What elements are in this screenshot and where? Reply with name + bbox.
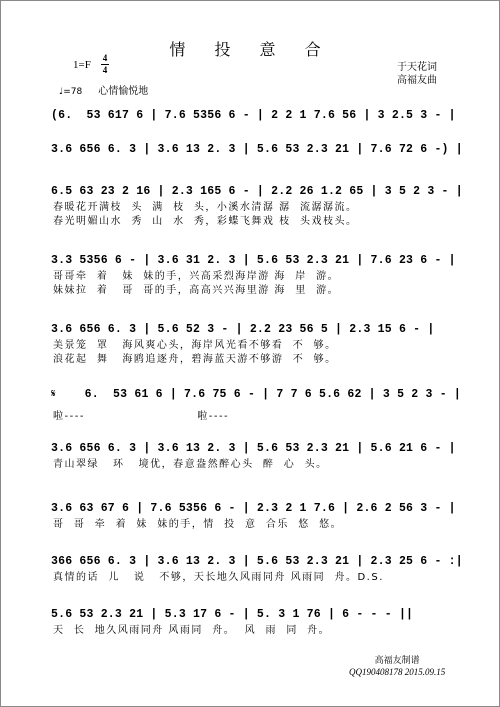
lyric-line: 春光明媚山水 秀 山 水 秀，彩蝶飞舞戏 枝 头戏枝头。 [53,216,358,227]
tempo-value: ♩=78 [59,87,83,97]
lyric-line: 春暖花开满枝 头 满 枝 头，小溪水清潺 潺 流潺潺流。 [53,202,358,213]
system-4 [51,250,461,298]
lyric-line: 啦---- 啦---- [53,411,230,422]
meter-denominator: 4 [102,65,108,75]
notes-line: 3.6 63 67 6 | 7.6 5356 6 - | 2.3 2 1 7.6 | 2.6 2 56 3 - | [51,501,456,515]
composer: 高福友曲 [397,75,437,86]
system-2 [51,139,461,159]
system-5 [51,319,461,367]
notes-line: 6.5 63 23 2 16 | 2.3 165 6 - | 2.2 26 1.2 65 | 3 5 2 3 - | [51,184,463,198]
segno-icon: 𝄋 [51,387,56,400]
meter-numerator: 4 [102,53,108,63]
arranger-credit: 高福友制谱 [374,656,420,666]
notes-text: 6. 53 61 6 | 7.6 75 6 - | 7 7 6 5.6 62 | 3 5 2 3 - | [84,387,461,401]
notes-line [51,384,461,404]
credits-block [397,61,437,87]
notes-line: 3.6 656 6. 3 | 3.6 13 2. 3 | 5.6 53 2.3 21 | 5.6 21 6 - | [51,441,456,455]
notes-line: 3.3 5356 6 - | 3.6 31 2. 3 | 5.6 53 2.3 21 | 7.6 23 6 - | [51,253,456,267]
notes-line: 3.6 656 6. 3 | 3.6 13 2. 3 | 5.6 53 2.3 21 | 7.6 72 6 -) | [51,142,463,156]
system-6 [51,384,461,424]
notes-line: (6. 53 617 6 | 7.6 5356 6 - | 2 2 1 7.6 56 | 3 2.5 3 - | [51,108,456,122]
system-10 [51,604,461,638]
notes-line: 366 656 6. 3 | 3.6 13 2. 3 | 5.6 53 2.3 21 | 2.3 25 6 - :| [51,554,463,568]
lyric-line: 美景笼 罩 海风爽心头，海岸风光看不够看 不 够。 [53,340,337,351]
lyric-line: 青山翠绿 环 境优，春意盎然醉心头 醉 心 头。 [53,459,328,470]
system-9 [51,551,461,585]
tempo-marking [59,82,148,97]
mood-marking: 心情愉悦地 [98,86,149,97]
system-3 [51,181,461,229]
lyricist: 于天花词 [397,62,437,73]
system-7 [51,438,461,472]
lyric-line: 哥 哥 牵 着 妹 妹的手，情 投 意 合乐 悠 悠。 [53,519,343,530]
lyric-line: 浪花起 舞 海鸥追逐舟，碧海蓝天游不够游 不 够。 [53,354,337,365]
lyric-line: 哥哥牵 着 妹 妹的手，兴高采烈海岸游 海 岸 游。 [53,271,340,282]
footer-credit [349,656,445,678]
time-signature [101,54,109,75]
arranger-id-date: QQ190408178 2015.09.15 [349,667,446,677]
lyric-line: 妹妹拉 着 哥 哥的手，高高兴兴海里游 海 里 游。 [53,285,340,296]
song-title: 情 投 意 合 [169,40,333,59]
key-signature: 1=F [73,59,91,71]
notes-line: 3.6 656 6. 3 | 5.6 52 3 - | 2.2 23 56 5 | 2.3 15 6 - | [51,322,435,336]
notes-line: 5.6 53 2.3 21 | 5.3 17 6 - | 5. 3 1 76 | 6 - - - || [51,607,414,621]
lyric-line: 天 长 地久风雨同舟 风雨同 舟。 风 雨 同 舟。 [53,625,331,636]
system-1 [51,105,461,125]
system-8 [51,498,461,532]
lyric-line: 真情的话 儿 说 不够，天长地久风雨同舟 风雨同 舟。D.S. [53,572,384,583]
